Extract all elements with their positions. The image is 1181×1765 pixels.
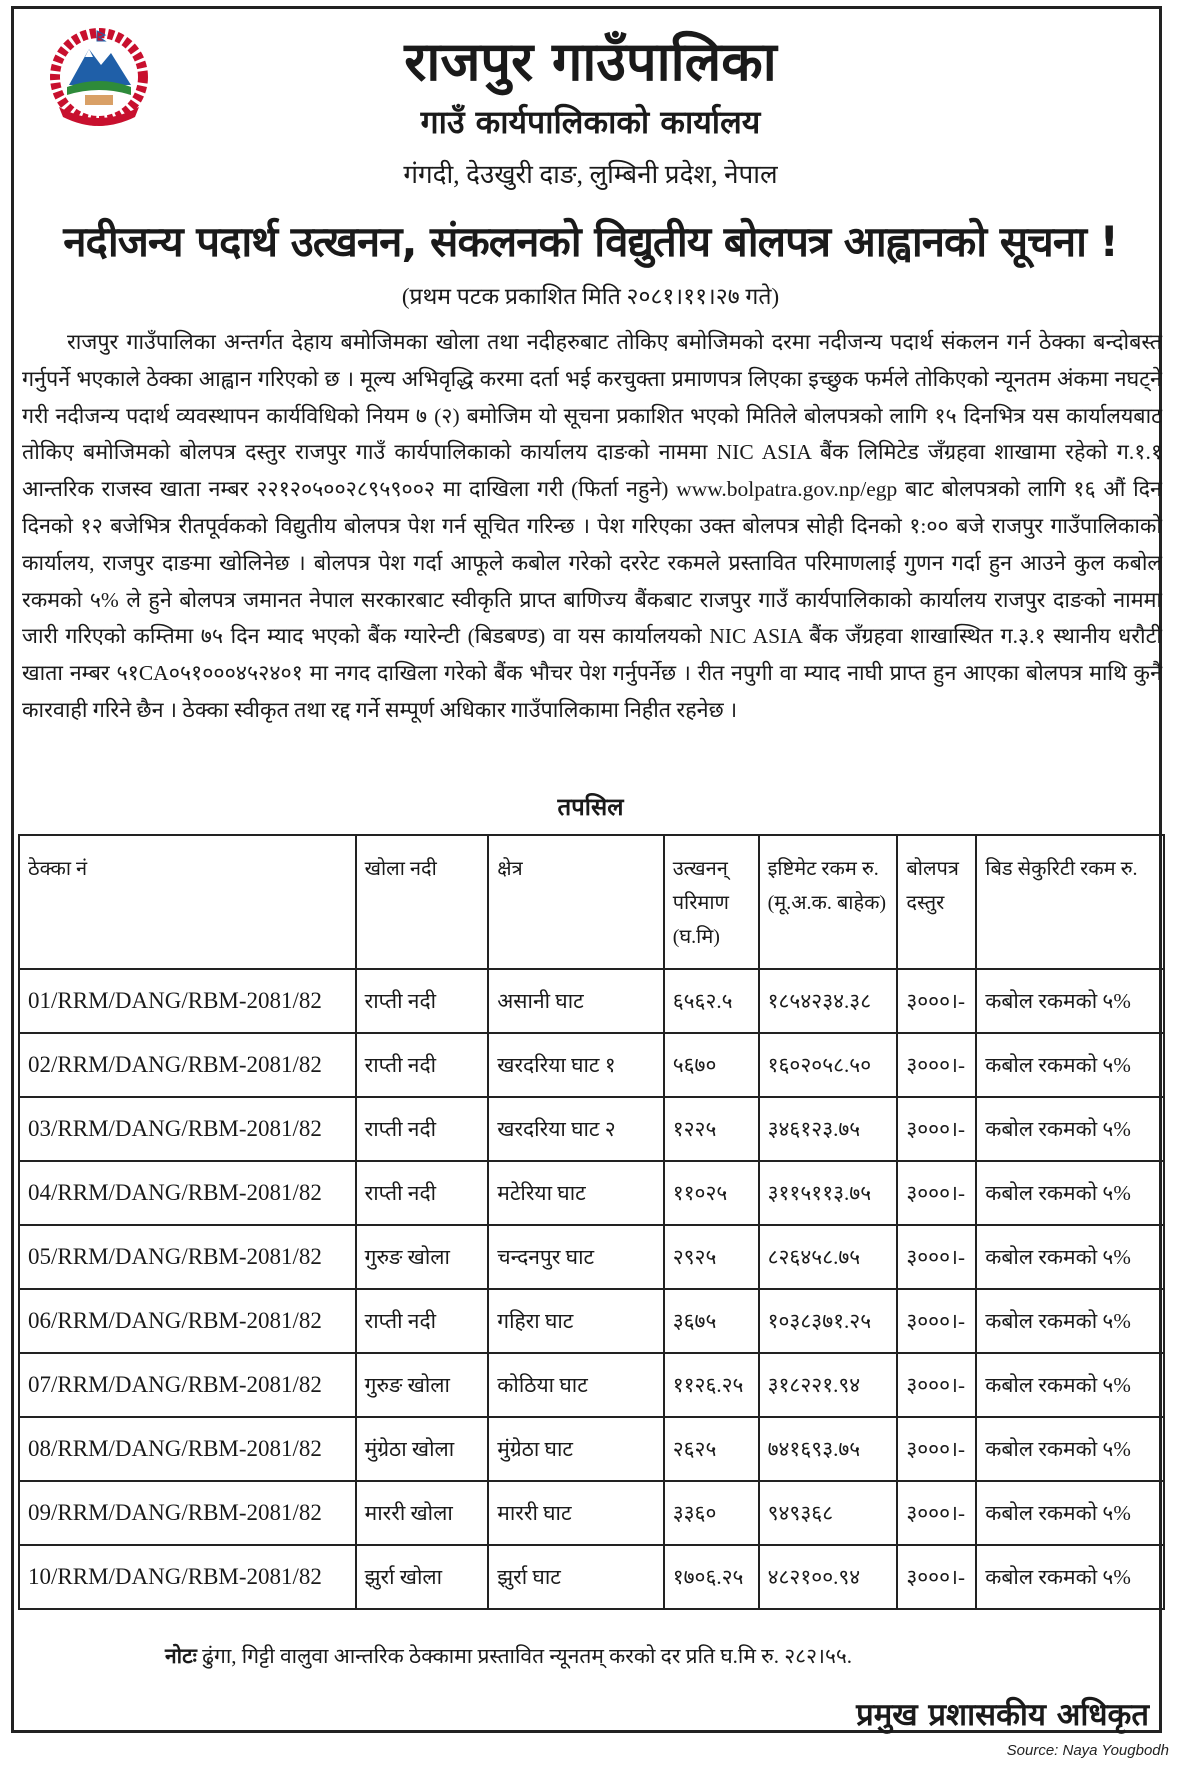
cell-bid-fee: ३०००।- [897, 1289, 976, 1353]
cell-estimate: १०३८३७१.२५ [759, 1289, 898, 1353]
cell-contract-no: 08/RRM/DANG/RBM-2081/82 [19, 1417, 356, 1481]
cell-estimate: ३११५११३.७५ [759, 1161, 898, 1225]
cell-estimate: ८२६४५८.७५ [759, 1225, 898, 1289]
cell-estimate: १६०२०५८.५० [759, 1033, 898, 1097]
cell-bid-security: कबोल रकमको ५% [976, 1033, 1164, 1097]
header-estimate: इष्टिमेट रकम रु. (मू.अ.क. बाहेक) [759, 835, 898, 969]
publish-date: (प्रथम पटक प्रकाशित मिति २०८१।११।२७ गते) [401, 284, 780, 309]
cell-river: राप्ती नदी [356, 1097, 489, 1161]
note-label: नोटः [165, 1644, 197, 1668]
table-row [19, 1417, 1164, 1481]
address: गंगदी, देउखुरी दाङ, लुम्बिनी प्रदेश, नेपाल [403, 160, 778, 189]
cell-area: खरदरिया घाट २ [488, 1097, 663, 1161]
contract-table [18, 834, 1165, 1610]
header-bid-security: बिड सेकुरिटी रकम रु. [976, 835, 1164, 969]
header-contract-no: ठेक्का नं [19, 835, 356, 969]
cell-contract-no: 04/RRM/DANG/RBM-2081/82 [19, 1161, 356, 1225]
header-river: खोला नदी [356, 835, 489, 969]
cell-contract-no: 10/RRM/DANG/RBM-2081/82 [19, 1545, 356, 1609]
cell-quantity: ११०२५ [664, 1161, 759, 1225]
cell-bid-fee: ३०००।- [897, 1097, 976, 1161]
cell-contract-no: 06/RRM/DANG/RBM-2081/82 [19, 1289, 356, 1353]
cell-contract-no: 07/RRM/DANG/RBM-2081/82 [19, 1353, 356, 1417]
cell-river: माररी खोला [356, 1481, 489, 1545]
table-row [19, 1545, 1164, 1609]
cell-area: कोठिया घाट [488, 1353, 663, 1417]
cell-area: असानी घाट [488, 969, 663, 1033]
cell-bid-fee: ३०००।- [897, 969, 976, 1033]
cell-area: गहिरा घाट [488, 1289, 663, 1353]
cell-contract-no: 03/RRM/DANG/RBM-2081/82 [19, 1097, 356, 1161]
cell-bid-fee: ३०००।- [897, 1353, 976, 1417]
cell-quantity: ११२६.२५ [664, 1353, 759, 1417]
table-row [19, 1033, 1164, 1097]
cell-area: खरदरिया घाट १ [488, 1033, 663, 1097]
cell-bid-security: कबोल रकमको ५% [976, 1097, 1164, 1161]
cell-area: झुर्रा घाट [488, 1545, 663, 1609]
cell-river: गुरुङ खोला [356, 1353, 489, 1417]
cell-estimate: १८५४२३४.३८ [759, 969, 898, 1033]
cell-bid-security: कबोल रकमको ५% [976, 969, 1164, 1033]
cell-bid-security: कबोल रकमको ५% [976, 1353, 1164, 1417]
cell-estimate: ३१८२२१.९४ [759, 1353, 898, 1417]
cell-area: चन्दनपुर घाट [488, 1225, 663, 1289]
cell-contract-no: 01/RRM/DANG/RBM-2081/82 [19, 969, 356, 1033]
cell-quantity: ५६७० [664, 1033, 759, 1097]
cell-bid-security: कबोल रकमको ५% [976, 1417, 1164, 1481]
cell-quantity: ३६७५ [664, 1289, 759, 1353]
source-credit: Source: Naya Yougbodh [1006, 1742, 1169, 1759]
cell-contract-no: 09/RRM/DANG/RBM-2081/82 [19, 1481, 356, 1545]
cell-area: मटेरिया घाट [488, 1161, 663, 1225]
cell-river: झुर्रा खोला [356, 1545, 489, 1609]
schedule-caption: तपसिल [557, 793, 624, 821]
table-row [19, 1353, 1164, 1417]
cell-contract-no: 05/RRM/DANG/RBM-2081/82 [19, 1225, 356, 1289]
cell-area: मुंग्रेठा घाट [488, 1417, 663, 1481]
cell-bid-security: कबोल रकमको ५% [976, 1289, 1164, 1353]
header-area: क्षेत्र [488, 835, 663, 969]
table-row [19, 1225, 1164, 1289]
cell-contract-no: 02/RRM/DANG/RBM-2081/82 [19, 1033, 356, 1097]
cell-bid-security: कबोल रकमको ५% [976, 1161, 1164, 1225]
cell-bid-fee: ३०००।- [897, 1481, 976, 1545]
cell-quantity: १२२५ [664, 1097, 759, 1161]
cell-river: राप्ती नदी [356, 1161, 489, 1225]
cell-bid-security: कबोल रकमको ५% [976, 1225, 1164, 1289]
cell-bid-fee: ३०००।- [897, 1033, 976, 1097]
notice-body: राजपुर गाउँपालिका अन्तर्गत देहाय बमोजिमका खोला तथा नदीहरुबाट तोकिए बमोजिमको दरमा नदीजन्य पदार्थ संकलन गर्न ठेक्का बन्दोबस्त गर्नुपर्ने भएकाले ठेक्का आह्वान गरिएको छ । मूल्य अभिवृद्धि करमा दर्ता भई करचुक्ता प्रमाणपत्र लिएका इच्छुक फर्मले तोकिएको न्यूनतम अंकमा नघट्ने गरी नदीजन्य पदार्थ व्यवस्थापन कार्यविधिको नियम ७ (२) बमोजिम यो सूचना प्रकाशित भएको मितिले बोलपत्रको लागि १५ दिनभित्र यस कार्यालयबाट तोकिए बमोजिमको बोलपत्र दस्तुर राजपुर गाउँ कार्यपालिकाको कार्यालय दाङको नाममा NIC ASIA बैंक लिमिटेड जँग्रहवा शाखामा रहेको ग.१.१ आन्तरिक राजस्व खाता नम्बर २२१२०५००२८९५९००२ मा दाखिला गरी (फिर्ता नहुने) www.bolpatra.gov.np/egp बाट बोलपत्रको लागि १६ औं दिन दिनको १२ बजेभित्र रीतपूर्वकको विद्युतीय बोलपत्र पेश गर्न सूचित गरिन्छ । पेश गरिएका उक्त बोलपत्र सोही दिनको १:०० बजे राजपुर गाउँपालिकाको कार्यालय, राजपुर दाङमा खोलिनेछ । बोलपत्र पेश गर्दा आफूले कबोल गरेको दररेट रकमले प्रस्तावित परिमाणलाई गुणन गर्दा हुन आउने कुल कबोल रकमको ५% ले हुने बोलपत्र जमानत नेपाल सरकारबाट स्वीकृति प्राप्त बाणिज्य बैंकबाट राजपुर गाउँ कार्यपालिकाको कार्यालय राजपुर दाङको नाममा जारी गरिएको कम्तिमा ७५ दिन म्याद भएको बैंक ग्यारेन्टी (बिडबण्ड) वा यस कार्यालयको NIC ASIA बैंक जँग्रहवा शाखास्थित ग.३.१ स्थानीय धरौटी खाता नम्बर ५१CA०५१०००४५२४०१ मा नगद दाखिला गरेको बैंक भौचर पेश गर्नुपर्नेछ । रीत नपुगी वा म्याद नाघी प्राप्त हुन आएका बोलपत्र माथि कुनै कारवाही गरिने छैन । ठेक्का स्वीकृत तथा रद्द गर्ने सम्पूर्ण अधिकार गाउँपालिकामा निहीत रहनेछ । [22, 330, 1162, 722]
cell-bid-fee: ३०००।- [897, 1161, 976, 1225]
cell-river: राप्ती नदी [356, 1033, 489, 1097]
office-name: गाउँ कार्यपालिकाको कार्यालय [420, 103, 761, 141]
note [165, 1642, 852, 1670]
cell-bid-fee: ३०००।- [897, 1545, 976, 1609]
table-row [19, 1161, 1164, 1225]
cell-bid-fee: ३०००।- [897, 1225, 976, 1289]
cell-quantity: १७०६.२५ [664, 1545, 759, 1609]
header-quantity: उत्खनन् परिमाण (घ.मि) [664, 835, 759, 969]
table-header-row [19, 835, 1164, 969]
cell-bid-security: कबोल रकमको ५% [976, 1481, 1164, 1545]
table-row [19, 1481, 1164, 1545]
cell-bid-fee: ३०००।- [897, 1417, 976, 1481]
cell-estimate: ४८२१००.९४ [759, 1545, 898, 1609]
cell-quantity: ६५६२.५ [664, 969, 759, 1033]
cell-estimate: ३४६१२३.७५ [759, 1097, 898, 1161]
cell-river: राप्ती नदी [356, 1289, 489, 1353]
table-row [19, 1097, 1164, 1161]
cell-river: राप्ती नदी [356, 969, 489, 1033]
cell-river: गुरुङ खोला [356, 1225, 489, 1289]
table-row [19, 1289, 1164, 1353]
signatory: प्रमुख प्रशासकीय अधिकृत [856, 1697, 1149, 1733]
cell-river: मुंग्रेठा खोला [356, 1417, 489, 1481]
cell-quantity: २६२५ [664, 1417, 759, 1481]
cell-quantity: ३३६० [664, 1481, 759, 1545]
header-bid-fee: बोलपत्र दस्तुर [897, 835, 976, 969]
table-row [19, 969, 1164, 1033]
note-text: ढुंगा, गिट्टी वालुवा आन्तरिक ठेक्कामा प्रस्तावित न्यूनतम् करको दर प्रति घ.मि रु. २८२।५५. [202, 1644, 853, 1668]
cell-bid-security: कबोल रकमको ५% [976, 1545, 1164, 1609]
cell-estimate: ९४९३६८ [759, 1481, 898, 1545]
cell-estimate: ७४१६९३.७५ [759, 1417, 898, 1481]
municipality-name: राजपुर गाउँपालिका [404, 30, 777, 93]
cell-area: माररी घाट [488, 1481, 663, 1545]
cell-quantity: २९२५ [664, 1225, 759, 1289]
notice-title: नदीजन्य पदार्थ उत्खनन, संकलनको विद्युतीय बोलपत्र आह्वानको सूचना ! [63, 217, 1118, 266]
